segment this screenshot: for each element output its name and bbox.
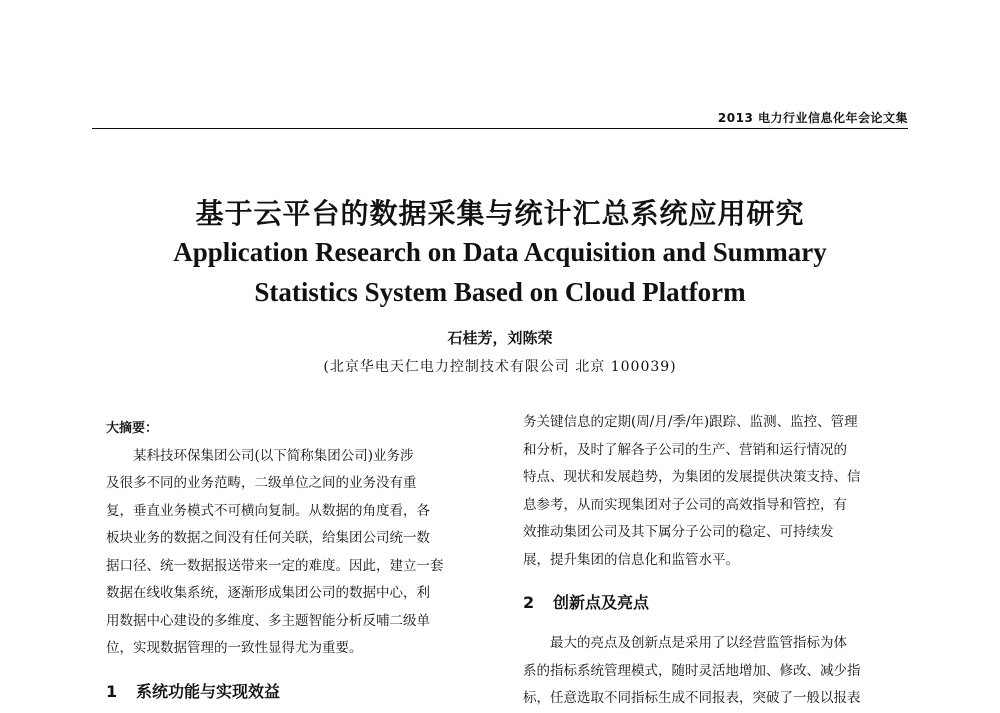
affiliation: (北京华电天仁电力控制技术有限公司 北京 100039) — [323, 359, 677, 375]
section2-line: 标，任意选取不同指标生成不同报表，突破了一般以报表 — [523, 690, 861, 706]
title-chinese: 基于云平台的数据采集与统计汇总系统应用研究 — [195, 197, 805, 230]
body-line: 特点、现状和发展趋势，为集团的发展提供决策支持、信 — [523, 469, 861, 485]
abstract-line: 复，垂直业务模式不可横向复制。从数据的角度看，各 — [106, 502, 430, 519]
section1-title: 系统功能与实现效益 — [136, 681, 281, 701]
authors: 石桂芳，刘陈荣 — [447, 329, 553, 347]
abstract-line: 数据在线收集系统，逐渐形成集团公司的数据中心，利 — [106, 585, 430, 601]
header-rule — [92, 128, 908, 129]
body-line: 效推动集团公司及其下属分子公司的稳定、可持续发 — [523, 524, 834, 540]
abstract-line: 据口径、统一数据报送带来一定的难度。因此，建立一套 — [106, 557, 444, 574]
abstract-line: 某科技环保集团公司(以下简称集团公司)业务涉 — [133, 447, 414, 464]
running-header: 2013 电力行业信息化年会论文集 — [717, 111, 908, 125]
body-line: 和分析，及时了解各子公司的生产、营销和运行情况的 — [523, 441, 847, 458]
section2-line: 最大的亮点及创新点是采用了以经营监管指标为体 — [550, 635, 847, 651]
abstract-line: 位，实现数据管理的一致性显得尤为重要。 — [106, 640, 363, 656]
right-column — [523, 409, 911, 713]
abstract-line: 及很多不同的业务范畴，二级单位之间的业务没有重 — [106, 475, 417, 491]
title-english-line2: Statistics System Based on Cloud Platform — [254, 277, 746, 307]
title-english-line1: Application Research on Data Acquisition and Summary — [173, 237, 827, 267]
section1-heading — [106, 677, 490, 707]
abstract-body — [106, 443, 490, 663]
section2-heading — [523, 588, 911, 618]
abstract-line: 板块业务的数据之间没有任何关联，给集团公司统一数 — [106, 530, 430, 546]
left-column — [106, 415, 490, 707]
body-line: 务关键信息的定期(周/月/季/年)跟踪、监测、监控、管理 — [523, 414, 858, 430]
section1-number: 1 — [106, 681, 118, 701]
abstract-line: 用数据中心建设的多维度、多主题智能分析反哺二级单 — [106, 612, 430, 629]
body-line: 展，提升集团的信息化和监管水平。 — [523, 551, 739, 568]
body-line: 息参考，从而实现集团对子公司的高效指导和管控，有 — [523, 496, 847, 513]
abstract-label: 大摘要： — [106, 421, 159, 436]
section2-title: 创新点及亮点 — [553, 593, 650, 612]
section2-number: 2 — [523, 593, 535, 612]
section2-line: 系的指标系统管理模式，随时灵活地增加、修改、减少指 — [523, 662, 861, 679]
